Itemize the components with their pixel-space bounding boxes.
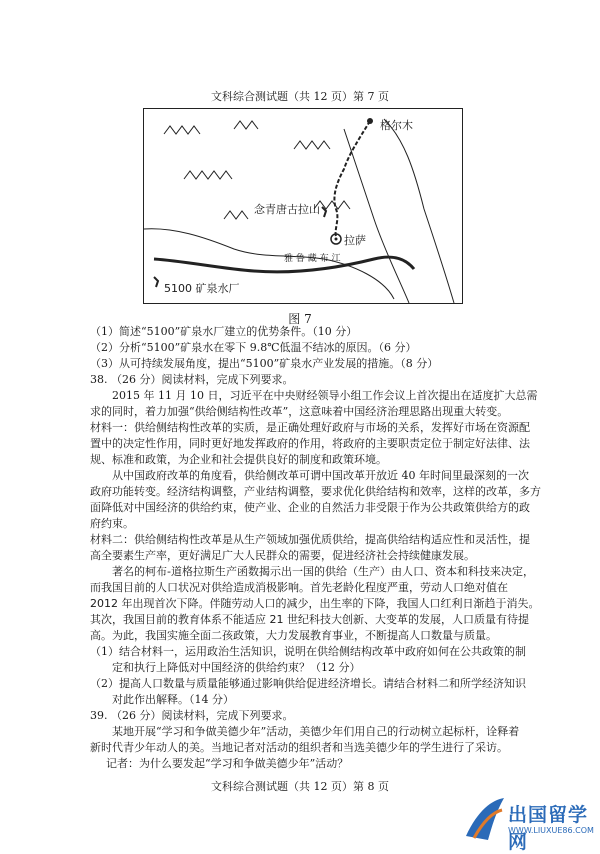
q39-reporter: 记者：为什么要发起“学习和争做美德少年”活动？ (106, 757, 349, 770)
q38-q1-b: 定和执行上降低对中国经济的供给约束？（12 分） (112, 661, 361, 674)
q37-3: （3）从可持续发展角度，提出“5100”矿泉水产业发展的措施。（8 分） (90, 357, 439, 370)
q38-title: 38. （26 分）阅读材料，完成下列要求。 (90, 373, 294, 386)
q37-1: （1）简述“5100”矿泉水厂建立的优势条件。（10 分） (90, 325, 358, 338)
q38-intro-2: 求的同时，着力加强“供给侧结构性改革”，这意味着中国经济治理思路出现重大转变。 (90, 405, 509, 418)
figure-caption: 图 7 (288, 312, 312, 326)
factory-legend-icon (154, 277, 158, 287)
railway-line (334, 121, 370, 237)
q38-q1-a: （1）结合材料一，运用政治生活知识，说明在供给侧结构改革中政府如何在公共政策的制 (90, 645, 526, 658)
site-logo-name: 出国留学网 (508, 804, 589, 853)
q38-m2-2: 高全要素生产率，更好满足广大人民群众的需要，促进经济社会持续健康发展。 (90, 549, 475, 562)
label-lhasa: 拉萨 (344, 234, 366, 247)
q38-m1b-4: 府约束。 (90, 517, 134, 530)
q38-m1-3: 规、标准和政策，为企业和社会提供良好的制度和政策环境。 (90, 453, 387, 466)
q38-m2-1: 材料二：供给侧结构性改革是从生产领域加强优质供给，提高供给结构适应性和灵活性，提 (90, 533, 530, 546)
q38-m2b-4: 其次，我国目前的教育体系不能适应 21 世纪科技大创新、大变革的发展，人口质量有待提 (90, 613, 529, 626)
q38-q2-a: （2）提高人口数量与质量能够通过影响供给促进经济增长。请结合材料二和所学经济知识 (90, 677, 526, 690)
q39-intro-1: 某地开展“学习和争做美德少年”活动，美德少年们用自己的行动树立起标杆，诠释着 (112, 725, 520, 738)
q37-2: （2）分析“5100”矿泉水在零下 9.8℃低温不结冰的原因。（6 分） (90, 341, 417, 354)
q38-m2b-2: 而我国目前的人口状况对供给造成消极影响。首先老龄化程度严重，劳动人口绝对值在 (90, 581, 508, 594)
q38-m1b-3: 面降低对中国经济的供给约束，使产业、企业的自然活力非受限于作为公共政策供给方的政 (90, 501, 530, 514)
q38-m2b-3: 2012 年出现首次下降。伴随劳动人口的减少，出生率的下降，我国人口红利日渐趋于消失。 (90, 597, 540, 610)
label-river: 雅 鲁 藏 布 江 (284, 254, 341, 264)
q38-m1b-1: 从中国政府改革的角度看，供给侧改革可谓中国改革开放近 40 年时间里最深刻的一次 (112, 469, 529, 482)
q39-intro-2: 新时代青少年动人的美。当地记者对活动的组织者和当选美德少年的学生进行了采访。 (90, 741, 508, 754)
q38-m2b-1: 著名的柯布-道格拉斯生产函数揭示出一国的供给（生产）由人口、资本和科技来决定， (112, 565, 534, 578)
map-legend: 5100 矿泉水厂 (164, 282, 240, 295)
golmud-marker (367, 118, 373, 124)
region-line (344, 129, 409, 303)
q38-m1b-2: 政府功能转变。经济结构调整，产业结构调整，要求优化供给结构和效率，这样的改革，多方 (90, 485, 541, 498)
label-nyenchen: 念青唐古拉山 (254, 203, 320, 216)
page-header: 文科综合测试题（共 12 页）第 7 页 (211, 90, 389, 103)
q38-q2-b: 对此作出解释。（14 分） (112, 693, 234, 706)
map-figure (143, 108, 463, 304)
q38-m2b-5: 高。为此，我国实施全面二孩政策，大力发展教育事业，不断提高人口数量与质量。 (90, 629, 497, 642)
label-golmud: 格尔木 (380, 119, 413, 132)
site-logo-url: WWW.LIUXUE86.COM (508, 826, 594, 835)
q38-m1-2: 置中的决定性作用，同时更好地发挥政府的作用，将政府的主要职责定位于制定好法律、法 (90, 437, 530, 450)
page-footer: 文科综合测试题（共 12 页）第 8 页 (211, 780, 389, 793)
q39-title: 39. （26 分）阅读材料，完成下列要求。 (90, 709, 294, 722)
q38-m1-1: 材料一：供给侧结构性改革的实质，是正确处理好政府与市场的关系，发挥好市场在资源配 (90, 421, 530, 434)
q38-intro-1: 2015 年 11 月 10 日，习近平在中央财经领导小组工作会议上首次提出在适度扩大总需 (112, 389, 538, 402)
region-line-2 (384, 119, 454, 303)
